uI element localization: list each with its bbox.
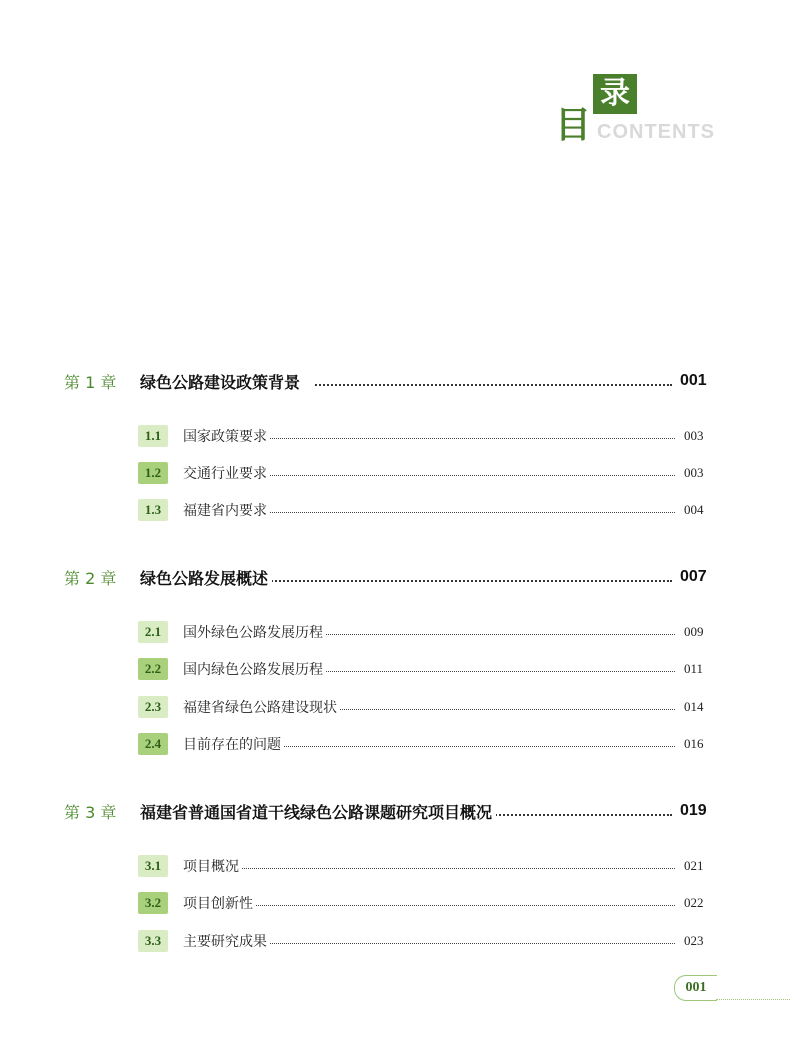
chapter-row[interactable] bbox=[0, 796, 790, 826]
section-page: 023 bbox=[680, 933, 704, 949]
section-page: 004 bbox=[680, 502, 704, 518]
dot-leader bbox=[183, 867, 675, 869]
section-page: 022 bbox=[680, 895, 704, 911]
section-number-badge: 2.1 bbox=[138, 621, 168, 643]
chapter-title: 绿色公路发展概述 bbox=[140, 566, 272, 589]
section-page: 011 bbox=[680, 661, 703, 677]
section-title: 项目概况 bbox=[183, 856, 241, 876]
section-number-badge: 3.3 bbox=[138, 930, 168, 952]
section-page: 009 bbox=[680, 624, 704, 640]
chapter-page: 001 bbox=[676, 372, 707, 390]
section-number-badge: 3.1 bbox=[138, 855, 168, 877]
section-title: 目前存在的问题 bbox=[183, 734, 283, 754]
heading-char-lu: 录 bbox=[593, 74, 637, 114]
chapter-title: 福建省普通国省道干线绿色公路课题研究项目概况 bbox=[140, 800, 496, 823]
section-row[interactable] bbox=[0, 694, 790, 720]
section-row[interactable] bbox=[0, 890, 790, 916]
section-title: 福建省内要求 bbox=[183, 500, 269, 520]
chapter-page: 019 bbox=[676, 802, 707, 820]
dot-leader bbox=[183, 904, 675, 906]
section-row[interactable] bbox=[0, 928, 790, 954]
section-row[interactable] bbox=[0, 656, 790, 682]
section-page: 021 bbox=[680, 858, 704, 874]
section-page: 014 bbox=[680, 699, 704, 715]
chapter-title: 绿色公路建设政策背景 bbox=[140, 370, 314, 393]
section-title: 交通行业要求 bbox=[183, 463, 269, 483]
page-number-dotted-line bbox=[716, 998, 790, 1000]
section-page: 016 bbox=[680, 736, 704, 752]
section-row[interactable] bbox=[0, 853, 790, 879]
section-row[interactable] bbox=[0, 731, 790, 757]
section-number-badge: 1.3 bbox=[138, 499, 168, 521]
heading-char-mu: 目 bbox=[555, 105, 592, 146]
page-number-badge: 001 bbox=[674, 975, 717, 1001]
section-title: 国外绿色公路发展历程 bbox=[183, 622, 325, 642]
section-row[interactable] bbox=[0, 423, 790, 449]
section-number-badge: 3.2 bbox=[138, 892, 168, 914]
section-number-badge: 2.2 bbox=[138, 658, 168, 680]
toc-heading bbox=[555, 74, 715, 150]
section-number-badge: 2.3 bbox=[138, 696, 168, 718]
section-page: 003 bbox=[680, 465, 704, 481]
chapter-row[interactable] bbox=[0, 366, 790, 396]
section-number-badge: 1.1 bbox=[138, 425, 168, 447]
section-title: 项目创新性 bbox=[183, 893, 255, 913]
section-row[interactable] bbox=[0, 619, 790, 645]
section-title: 福建省绿色公路建设现状 bbox=[183, 697, 339, 717]
section-page: 003 bbox=[680, 428, 704, 444]
chapter-number: 第 3 章 bbox=[64, 802, 117, 822]
chapter-number: 第 2 章 bbox=[64, 568, 117, 588]
section-row[interactable] bbox=[0, 497, 790, 523]
chapter-number: 第 1 章 bbox=[64, 372, 117, 392]
chapter-page: 007 bbox=[676, 568, 707, 586]
section-title: 国内绿色公路发展历程 bbox=[183, 659, 325, 679]
section-title: 主要研究成果 bbox=[183, 931, 269, 951]
section-title: 国家政策要求 bbox=[183, 426, 269, 446]
chapter-row[interactable] bbox=[0, 562, 790, 592]
section-number-badge: 2.4 bbox=[138, 733, 168, 755]
heading-english: CONTENTS bbox=[597, 121, 715, 143]
section-row[interactable] bbox=[0, 460, 790, 486]
section-number-badge: 1.2 bbox=[138, 462, 168, 484]
